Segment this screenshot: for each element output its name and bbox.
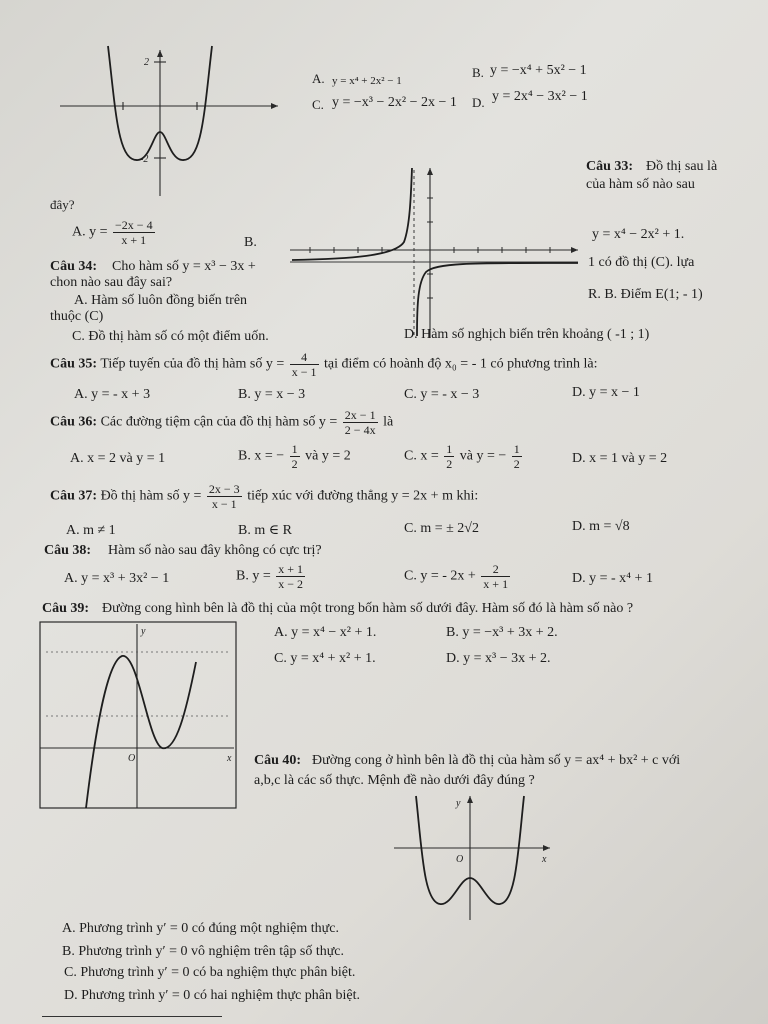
q40-origin-label: O <box>456 854 464 865</box>
q39-option-d: D. y = x³ − 3x + 2. <box>446 651 551 666</box>
q34-option-a-wrap: thuộc (C) <box>50 309 104 324</box>
q33-option-a-fraction <box>113 218 155 247</box>
q39-option-c: C. y = x⁴ + x² + 1. <box>274 651 376 666</box>
q36-title: Câu 36: <box>50 414 98 430</box>
q33-stem-line1: Đồ thị sau là <box>646 159 718 174</box>
q38-option-d: D. y = - x⁴ + 1 <box>572 571 653 586</box>
q36-option-b <box>238 442 351 471</box>
q38-option-b-numerator: x + 1 <box>278 562 304 576</box>
q34-stem-line1: Cho hàm số y = x³ − 3x + <box>112 259 256 274</box>
q38-option-b-denominator: x − 2 <box>278 577 304 591</box>
q36-option-c-a: C. x = <box>404 448 439 464</box>
q33-option-a <box>72 218 157 247</box>
q33-title: Câu 33: <box>586 159 634 174</box>
q35-numerator: 4 <box>290 350 319 365</box>
q34-option-a: A. Hàm số luôn đồng biến trên <box>74 293 248 308</box>
q35-denominator: x − 1 <box>291 365 317 379</box>
q39-graph <box>40 622 236 810</box>
q40-option-d: D. Phương trình y′ = 0 có hai nghiệm thực phân biệt. <box>64 988 360 1003</box>
q40-option-b: B. Phương trình y′ = 0 vô nghiệm trên tập số thực. <box>62 944 345 959</box>
q35-stem-b: tại điểm có hoành độ x₀ = - 1 có phương trình là: <box>324 356 598 372</box>
q37-denominator: x − 1 <box>211 497 237 511</box>
q40-x-axis-label: x <box>542 854 547 865</box>
q32-option-b-label: B. <box>472 65 484 80</box>
q37-stem-b: tiếp xúc với đường thẳng y = 2x + m khi: <box>247 488 479 504</box>
q37-stem <box>50 482 478 511</box>
q36-option-c-fraction-2 <box>512 442 522 471</box>
q33-option-a-lhs: y = <box>89 224 108 240</box>
q38-option-b <box>236 562 307 591</box>
q36-stem-a: Các đường tiệm cận của đồ thị hàm số y = <box>100 414 338 430</box>
q32-graph <box>58 44 280 204</box>
q37-numerator: 2x − 3 <box>208 482 240 496</box>
q37-option-b: B. m ∈ R <box>238 523 292 538</box>
q34-stem-line2: chon nào sau đây sai? <box>50 275 173 290</box>
q39-title: Câu 39: <box>42 601 90 616</box>
q32-option-b: y = −x⁴ + 5x² − 1 <box>490 63 587 78</box>
q35-option-b: B. y = x − 3 <box>238 387 306 402</box>
q40-stem-line2: a,b,c là các số thực. Mệnh đề nào dưới đây đúng ? <box>254 773 535 788</box>
q36-numerator: 2x − 1 <box>344 408 376 422</box>
q38-option-a: A. y = x³ + 3x² − 1 <box>64 571 170 586</box>
q40-title: Câu 40: <box>254 753 302 768</box>
q39-option-a: A. y = x⁴ − x² + 1. <box>274 625 377 640</box>
q37-stem-a: Đồ thị hàm số y = <box>100 488 202 504</box>
q37-option-c: C. m = ± 2√2 <box>404 521 479 536</box>
q36-option-b-a: B. x = − <box>238 448 285 464</box>
q38-option-c-numerator: 2 <box>481 562 510 577</box>
q33-stem-tail: đây? <box>50 197 75 212</box>
q38-option-b-a: B. y = <box>236 568 271 584</box>
q36-option-d: D. x = 1 và y = 2 <box>572 451 668 466</box>
q38-option-c-denominator: x + 1 <box>483 577 509 591</box>
q37-fraction <box>207 482 242 511</box>
q36-option-c-b: và y = − <box>459 448 507 464</box>
q39-option-b: B. y = −x³ + 3x + 2. <box>446 625 558 640</box>
q34-title: Câu 34: <box>50 259 98 274</box>
q34-right-function: y = x⁴ − 2x² + 1. <box>592 227 685 242</box>
q36-option-c-denominator-2: 2 <box>513 457 520 471</box>
q36-option-c-numerator-2: 1 <box>513 442 520 456</box>
q35-option-d: D. y = x − 1 <box>572 385 640 400</box>
q32-option-c-label: C. <box>312 97 324 112</box>
q40-option-c: C. Phương trình y′ = 0 có ba nghiệm thực phân biệt. <box>64 965 356 980</box>
q32-option-d: y = 2x⁴ − 3x² − 1 <box>492 89 588 104</box>
q35-option-c: C. y = - x − 3 <box>404 387 480 402</box>
q36-option-c-fraction <box>444 442 454 471</box>
q32-y-label-top: 2 <box>144 57 149 68</box>
q36-option-b-denominator: 2 <box>291 457 298 471</box>
q35-title: Câu 35: <box>50 356 98 372</box>
q39-y-axis-label: y <box>141 626 146 637</box>
q40-option-a: A. Phương trình y′ = 0 có đúng một nghiệm thực. <box>62 921 339 936</box>
q33-option-b-label: B. <box>244 235 257 250</box>
q38-option-c-a: C. y = - 2x + <box>404 568 476 584</box>
q34-stem-line1-tail: 1 có đồ thị (C). lựa <box>588 255 695 270</box>
q39-origin-label: O <box>128 753 136 764</box>
q34-option-d: D. Hàm số nghịch biến trên khoảng ( -1 ; 1) <box>404 327 650 342</box>
q40-y-axis-label: y <box>456 798 461 809</box>
q34-option-a-tail: R. B. Điểm E(1; - 1) <box>588 287 703 302</box>
bottom-rule <box>42 1016 222 1017</box>
q32-option-c: y = −x³ − 2x² − 2x − 1 <box>332 95 457 110</box>
q39-x-axis-label: x <box>227 753 232 764</box>
q35-option-a: A. y = - x + 3 <box>74 387 151 402</box>
q36-option-b-b: và y = 2 <box>305 448 351 464</box>
q33-option-a-label: A. <box>72 224 86 240</box>
q35-stem <box>50 350 598 379</box>
q36-stem-b: là <box>383 414 394 430</box>
q35-stem-a: Tiếp tuyến của đồ thị hàm số y = <box>100 356 285 372</box>
q36-option-c-numerator: 1 <box>446 442 453 456</box>
q38-option-c-fraction <box>481 562 510 591</box>
q36-option-c <box>404 442 524 471</box>
q37-option-d: D. m = √8 <box>572 519 630 534</box>
q36-option-b-numerator: 1 <box>291 442 298 456</box>
q38-title: Câu 38: <box>44 543 92 558</box>
q34-option-c: C. Đồ thị hàm số có một điểm uốn. <box>72 329 269 344</box>
q36-option-a: A. x = 2 và y = 1 <box>70 451 166 466</box>
q39-stem: Đường cong hình bên là đồ thị của một trong bốn hàm số dưới đây. Hàm số đó là hàm số nào ? <box>102 601 634 616</box>
q36-option-b-fraction <box>290 442 300 471</box>
q37-title: Câu 37: <box>50 488 98 504</box>
q40-stem-line1: Đường cong ở hình bên là đồ thị của hàm số y = ax⁴ + bx² + c với <box>312 753 681 768</box>
q36-denominator: 2 − 4x <box>344 423 376 437</box>
q38-stem: Hàm số nào sau đây không có cực trị? <box>108 543 322 558</box>
q33-option-a-numerator: −2x − 4 <box>115 218 153 232</box>
q32-option-a: y = x⁴ + 2x² − 1 <box>332 75 402 87</box>
q32-option-d-label: D. <box>472 95 485 110</box>
q32-y-label-bottom: -2 <box>140 154 149 165</box>
q33-graph <box>290 164 580 340</box>
q36-option-c-denominator: 2 <box>446 457 453 471</box>
q38-option-b-fraction <box>276 562 305 591</box>
q35-fraction <box>290 350 319 379</box>
q36-stem <box>50 408 393 437</box>
q40-graph <box>390 792 560 922</box>
q36-fraction <box>343 408 378 437</box>
q37-option-a: A. m ≠ 1 <box>66 523 116 538</box>
q38-option-c <box>404 562 512 591</box>
q33-stem-line2: của hàm số nào sau <box>586 177 695 192</box>
q33-option-a-denominator: x + 1 <box>121 233 147 247</box>
q32-option-a-label: A. <box>312 71 325 86</box>
